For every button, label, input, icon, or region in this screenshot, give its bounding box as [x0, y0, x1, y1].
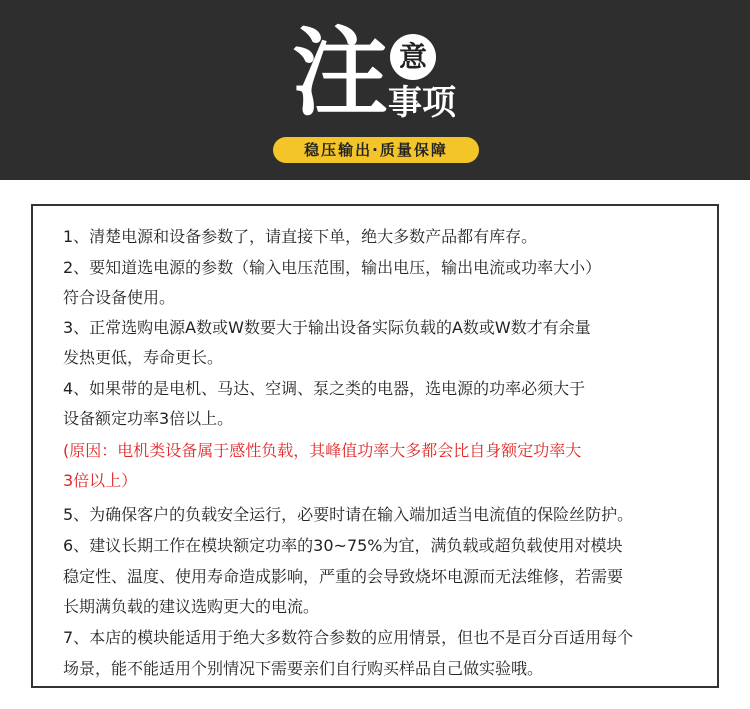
notice-line: 4、如果带的是电机、马达、空调、泵之类的电器，选电源的功率必须大于: [63, 379, 586, 398]
subtitle-pill: [273, 137, 479, 163]
notice-line: 2、要知道选电源的参数（输入电压范围，输出电压，输出电流或功率大小）: [63, 258, 602, 277]
header-banner: [0, 0, 750, 180]
notice-line-highlight: 3倍以上）: [63, 471, 138, 490]
notice-line: 符合设备使用。: [63, 288, 176, 307]
notice-line: 1、清楚电源和设备参数了，请直接下单，绝大多数产品都有库存。: [63, 227, 538, 246]
notice-line: 3、正常选购电源A数或W数要大于输出设备实际负载的A数或W数才有余量: [63, 318, 591, 337]
notice-line: 场景，能不能适用个别情况下需要亲们自行购买样品自己做实验哦。: [63, 659, 544, 678]
title-secondary: 事项: [388, 83, 456, 123]
notice-line: 设备额定功率3倍以上。: [63, 409, 234, 428]
notice-line-highlight: (原因：电机类设备属于感性负载，其峰值功率大多都会比自身额定功率大: [63, 441, 582, 460]
title-main-char: 注: [292, 17, 388, 129]
notice-line: 6、建议长期工作在模块额定功率的30~75%为宜，满负载或超负载使用对模块: [63, 536, 623, 555]
notice-line: 发热更低，寿命更长。: [63, 348, 224, 367]
notice-line: 长期满负载的建议选购更大的电流。: [63, 597, 320, 616]
notice-line: 7、本店的模块能适用于绝大多数符合参数的应用情景，但也不是百分百适用每个: [63, 628, 634, 647]
title-circle-badge: [390, 34, 436, 80]
subtitle-text: 稳压输出·质量保障: [304, 141, 448, 159]
notice-line: 稳定性、温度、使用寿命造成影响，严重的会导致烧坏电源而无法维修，若需要: [63, 567, 624, 586]
notice-line: 5、为确保客户的负载安全运行，必要时请在输入端加适当电流值的保险丝防护。: [63, 505, 634, 524]
title-circle-char: 意: [398, 40, 427, 73]
